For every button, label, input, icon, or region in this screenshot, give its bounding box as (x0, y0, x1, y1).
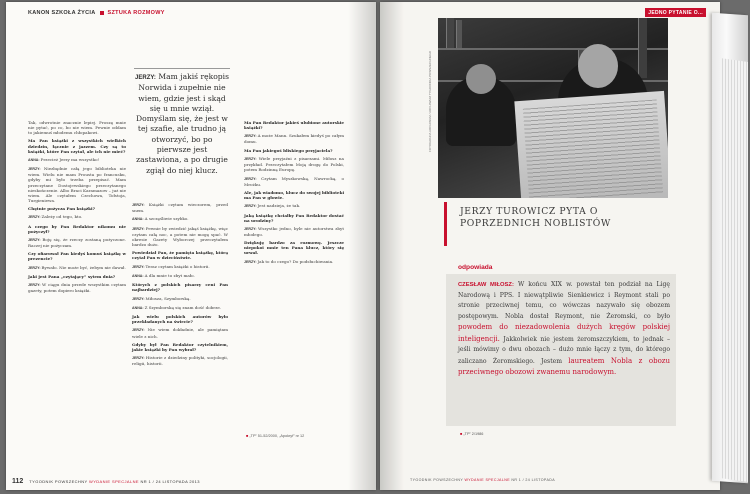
archival-photo (438, 18, 668, 198)
gutter-shadow-right (380, 2, 404, 490)
interview-paragraph: ANNA: Przecież Jerzy ma wszystko! (28, 156, 100, 162)
interview-paragraph: JERZY: Nie wiem dokładnie, ale pamiętam wiele z nich. (132, 327, 228, 339)
speaker-label: JERZY: (28, 265, 42, 270)
interview-paragraph: JERZY: Miłosza, Szymborską. (132, 295, 191, 301)
source-note-right: ■ „TP” 2/1986 (460, 432, 484, 436)
interview-paragraph: ANNA: Z Szymborską się znam dość dobrze. (132, 304, 222, 310)
interview-question: Chętnie pożycza Pan książki? (28, 206, 95, 212)
speaker-label: JERZY: (28, 283, 43, 288)
speaker-label: ANNA: (28, 157, 41, 162)
headline-accent-bar (444, 202, 447, 246)
interview-paragraph: JERZY: A może Mann. Szukałem kiedyś po całym domu. (244, 133, 344, 145)
interview-question: Których z polskich pisarzy ceni Pan najbardziej? (132, 282, 228, 293)
speaker-label: JERZY: (132, 264, 146, 269)
interview-paragraph: JERZY: W ciągu dnia przede wszystkim czytam gazety, potem dopiero książki. (28, 282, 127, 294)
interview-question: Jak wielu polskich autorów było przekładanych na świecie? (132, 314, 228, 325)
interview-paragraph: JERZY: Wiele przyjaźni z pisarzami. Miłosz na przykład. Przeczytałem Moją drogę do Polski, potem Rodzinną Europę. (244, 156, 344, 173)
interview-question: Ma Pan książki z wszystkich wielkich dziedzin, łącznie z jazzem. Czy są to książki, które Pan czytał, ale ich nie mieć? (28, 138, 126, 154)
interview-paragraph: JERZY: Zależy od tego, kto. (28, 214, 83, 220)
speaker-label: JERZY: (28, 215, 42, 220)
highlighted-phrase: laureatem Nobla z obozu przeciwnego obozowi zwanemu narodowym. (458, 356, 670, 376)
photo-credit: FOTOGRAFIA ARCHIWUM / ARCHIWUM TYGODNIKA POWSZECHNEGO (428, 50, 432, 152)
speaker-label: JERZY: (132, 226, 146, 231)
pullquote-speaker: JERZY: (135, 75, 156, 81)
speaker-label: ANNA: (132, 305, 145, 310)
source-note: ■ „TP” 51-52/2000, „Apokryf” nr 12 (246, 434, 305, 438)
running-head-section: SZTUKA ROZMOWY (107, 10, 165, 16)
interview-paragraph: JERZY: Bywało. Nie może być, żebym nie dawał. (28, 264, 126, 270)
pullquote-rule (134, 68, 230, 69)
interview-question: Powiedział Pan, że pamięta książkę, którą czytał Pan w dzieciństwie. (132, 250, 228, 261)
interview-paragraph: JERZY: Teraz czytam książki o historii. (132, 263, 210, 269)
speaker-label: JERZY: (244, 259, 258, 264)
interview-paragraph: JERZY: Niezbędnie całą jego biblioteka nie wiem. Wielu nie mam Prousta po francusku, gdyby mi było trzeba przepisać. Mam przeczytane Dostojewskiego przeczytanego nieskończenie. Albo Braci Karamazow – już nie wiem. Ale czytałem Czechowa, Tołstoja, Turgieniewa. (28, 166, 126, 203)
interview-paragraph: JERZY: Pewnie by zwiedzić jakąś książkę, więc czytam całą noc, a potem nie mogę spać. W okresie Gazety Wyborczej przeczytałem bardzo dużo. (132, 225, 229, 247)
speaker-label: JERZY: (28, 238, 43, 242)
pullquote (134, 72, 230, 176)
interview-question: Ma Pan Redaktor jakieś ulubione autorskie książki? (244, 120, 344, 131)
speaker-label: ANNA: (132, 273, 145, 278)
interview-paragraph: JERZY: Historie z dziedziny polityki, socjologii, religii, historii. (132, 355, 228, 367)
speaker-label: JERZY: (132, 356, 146, 361)
interview-paragraph: JERZY: Boję się, że rzeczy zostaną pożyczone. Raczej nie pożyczam. (28, 237, 126, 249)
answer-phrase: W końcu XIX w. powstał ten podział na Ligę Narodową i PPS. I niewątpliwie Sienkiewicz i Reymont stali po stronie przeciwnej temu, co wówczas nazywało się obozem postępowym. Nobla dostał Reymont, nie Żeromski, co było (458, 281, 670, 320)
speaker-label: JERZY: (244, 157, 259, 162)
text-column-2 (132, 202, 228, 370)
speaker-label: JERZY: (244, 226, 259, 231)
interview-question: Jaki jest Pana „czytający” sytem dnia? (28, 274, 116, 280)
pullquote-text: Mam jakiś rękopis Norwida i zupełnie nie wiem, gdzie jest i skąd się u mnie wziął. Domyślam się, że jest w tej szafie, ale trudno ją otworzyć, bo po pierwsze jest zastawiona, a po drugie zgiął do niej klucz. (136, 72, 229, 175)
right-page (380, 2, 720, 490)
folio-magazine: TYGODNIK POWSZECHNY WYDANIE SPECJALNE NR 1 / 24 LISTOPADA 2013 (29, 479, 200, 484)
text-column-3 (244, 120, 344, 268)
interview-paragraph: ANNA: A dla mnie to zbyt mało. (132, 272, 195, 278)
interview-paragraph: JERZY: Jak to do czego? Do podsłuchiwania. (244, 258, 334, 264)
speaker-label: JERZY: (132, 203, 149, 207)
interview-paragraph: JERZY: Książki czytam wieczorem, przed snem. (132, 202, 228, 214)
interview-paragraph: JERZY: Czytam Myszkowską, Nawrocką, o Mrożku. (244, 175, 345, 187)
speaker-label: JERZY: (28, 167, 44, 172)
speaker-label: JERZY: (244, 204, 258, 209)
answer-phrase: Jakkolwiek nie jestem żeromszczykiem, to jednak – jeśli mówimy o dwu obozach – dużo mnie łączy z tym, do którego zaliczano Żeromskiego. Jestem (458, 335, 670, 365)
interview-question: Czy ofiarował Pan kiedyś komuś książkę w prezencie? (28, 251, 126, 262)
page-curl-edges (720, 58, 748, 482)
interview-question: Ale, jak wiadomo, klucz do swojej biblioteki ma Pan w głowie. (244, 189, 345, 200)
folio (12, 478, 200, 485)
interview-question: Gdyby był Pan Redaktor czytelnikiem, jakie książki by Pan wybrał? (132, 341, 228, 352)
interview-paragraph: JERZY: Jest nadzieja, że tak. (244, 203, 301, 209)
running-head (28, 10, 165, 16)
interview-question: A czego by Pan Redaktor nikomu nie pożyczył? (28, 223, 126, 234)
interview-paragraph: Tak, odwrotnie znacznie lepiej. Proszę mnie nie pytać, po co, bo nie wiem. Pewnie oddam to jakiemuś młodemu chłopakowi. (28, 120, 126, 136)
folio-right: TYGODNIK POWSZECHNY WYDANIE SPECJALNE NR 1 / 24 LISTOPADA (410, 478, 556, 482)
interview-paragraph: JERZY: Wszystko jedno, byle nie autorstwa zbyt młodego. (244, 225, 344, 237)
square-bullet-icon (100, 11, 104, 15)
speaker-label: JERZY: (132, 328, 148, 333)
speaker-label: ANNA: (132, 217, 145, 222)
answer-label: odpowiada (458, 264, 493, 271)
speaker-label: JERZY: (244, 134, 258, 139)
highlighted-phrase: powodem do niezadowolenia dużych kręgów polskiej inteligencji. (458, 323, 670, 343)
gutter-shadow (348, 2, 376, 490)
page-number: 112 (12, 478, 24, 485)
speaker-label: JERZY: (132, 296, 146, 301)
interview-question: Dziękuję bardzo za rozmowę. Jeszcze niepokoi mnie ten Pana klucz, który się urwał. (244, 240, 344, 256)
speaker-label: JERZY: (244, 176, 262, 181)
interview-question: Jaką książkę chciałby Pan Redaktor dostać na urodziny? (244, 212, 344, 223)
interview-paragraph: ANNA: A szczęśliwie szybko. (132, 216, 189, 222)
answer-text (458, 280, 670, 379)
interview-question: Ma Pan jakiegoś bliskiego przyjaciela? (244, 147, 333, 153)
left-page (6, 2, 376, 490)
text-column-1 (28, 120, 126, 297)
section-tag: JEDNO PYTANIE O... (645, 8, 706, 17)
answer-author: CZESŁAW MIŁOSZ: (458, 282, 514, 288)
running-head-title: KANON SZKOŁA ŻYCIA (28, 10, 96, 16)
headline: JERZY TUROWICZ PYTA O POPRZEDNICH NOBLISTÓW (460, 206, 611, 229)
